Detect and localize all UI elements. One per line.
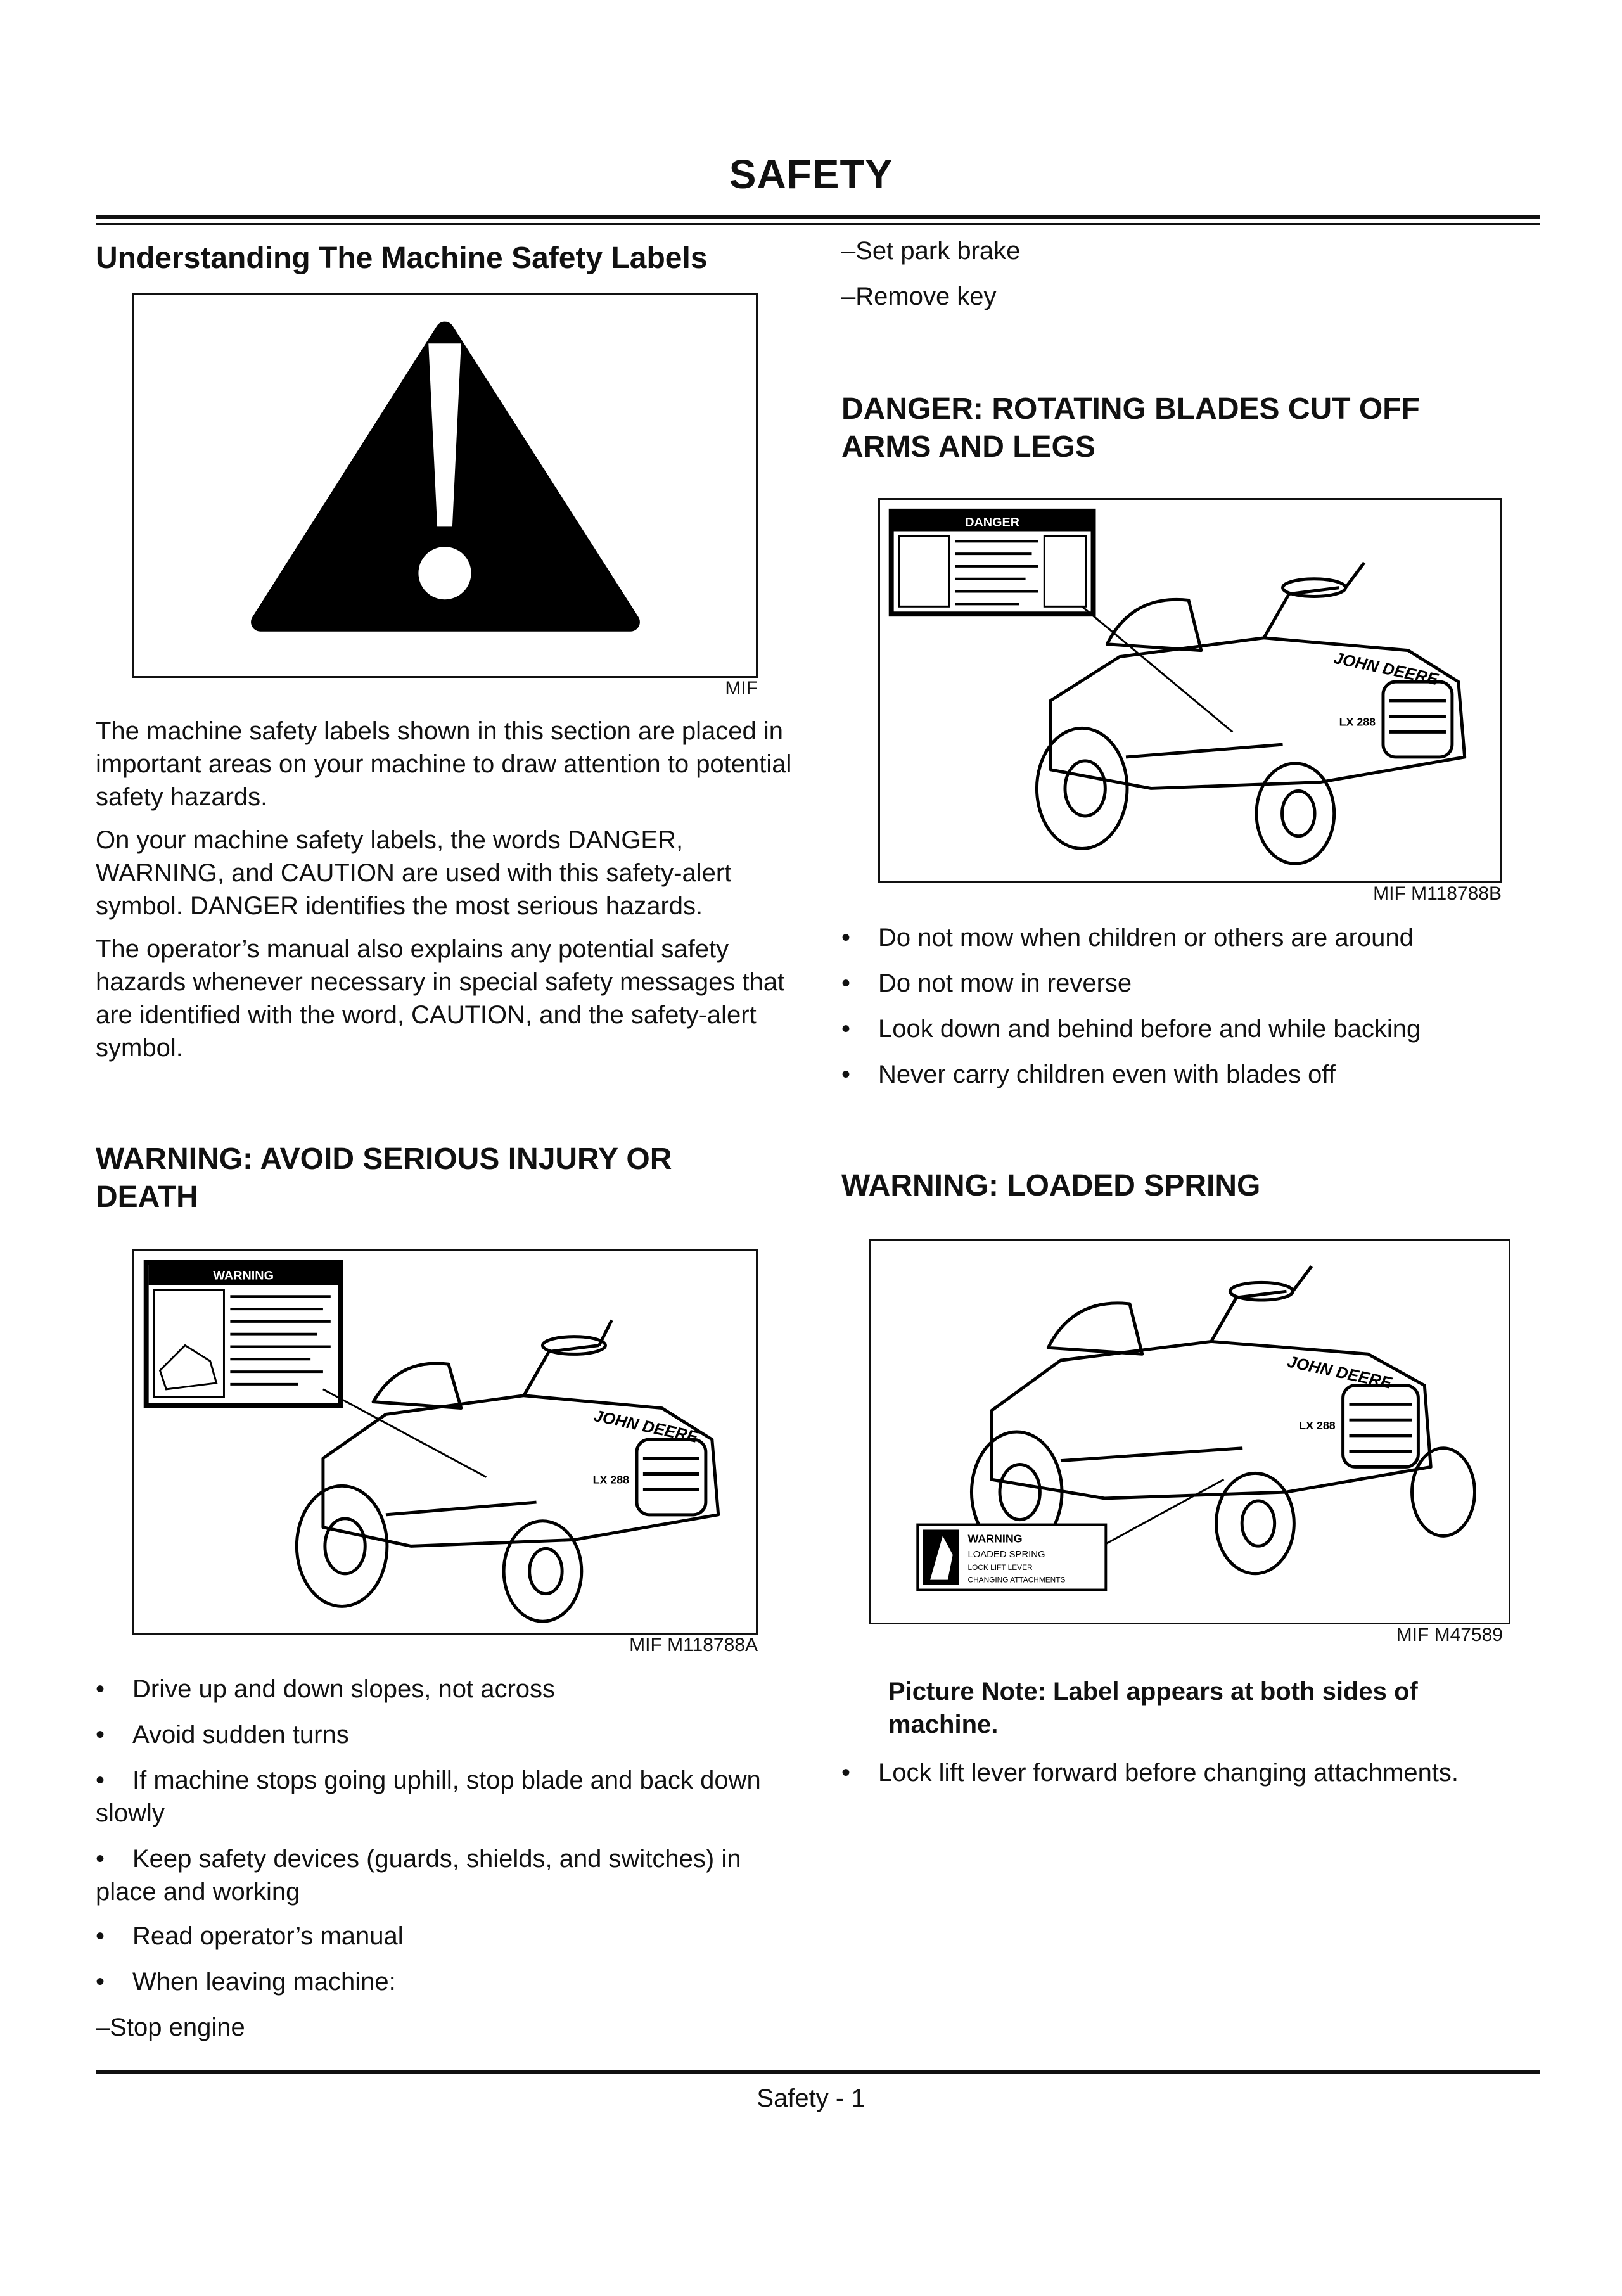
model-decal: LX 288	[592, 1473, 630, 1486]
bottom-rule	[96, 2070, 1540, 2074]
label-header: WARNING	[213, 1268, 274, 1283]
label-line: LOCK LIFT LEVER	[967, 1562, 1033, 1572]
warning-mower-figure	[132, 1249, 758, 1635]
label-header: DANGER	[965, 515, 1020, 530]
figure-caption: MIF M47589	[1396, 1624, 1503, 1645]
bullet-item: • Lock lift lever forward before changing attachments.	[841, 1759, 1459, 1787]
brand-decal: JOHN DEERE	[1332, 649, 1440, 689]
section-heading-rotating-blades: DANGER: ROTATING BLADES CUT OFF ARMS AND LEGS	[841, 392, 1420, 464]
mower-illustration	[871, 1241, 1509, 1623]
sub-item: –Set park brake	[841, 237, 1021, 265]
label-line: LOADED SPRING	[967, 1550, 1045, 1560]
picture-note: Picture Note: Label appears at both sides of machine.	[888, 1678, 1418, 1738]
model-decal: LX 288	[1299, 1419, 1336, 1432]
figure-caption: MIF M118788B	[1373, 883, 1502, 904]
bullet-item: • Do not mow in reverse	[841, 969, 1132, 997]
paragraph: The machine safety labels shown in this section are placed in important areas on your machine to draw attention to potential safety hazards.	[96, 717, 792, 811]
bullet-item: • When leaving machine:	[96, 1968, 396, 1996]
bullet-item: • Avoid sudden turns	[96, 1721, 349, 1749]
label-line: CHANGING ATTACHMENTS	[967, 1575, 1066, 1585]
paragraph: The operator’s manual also explains any potential safety hazards whenever necessary in special safety messages that are identified with the word, CAUTION, and the safety-alert symbol.	[96, 935, 785, 1062]
section-heading-loaded-spring: WARNING: LOADED SPRING	[841, 1169, 1261, 1202]
figure-caption: MIF	[725, 678, 758, 699]
mower-illustration	[134, 1251, 756, 1633]
bullet-item: • Never carry children even with blades off	[841, 1061, 1336, 1088]
page-footer: Safety - 1	[757, 2084, 865, 2112]
mower-illustration	[880, 500, 1500, 881]
safety-alert-icon	[134, 295, 756, 676]
danger-mower-figure	[878, 498, 1502, 883]
section-heading-avoid-injury: WARNING: AVOID SERIOUS INJURY OR DEATH	[96, 1142, 672, 1214]
paragraph: On your machine safety labels, the words DANGER, WARNING, and CAUTION are used with this safety-alert symbol. DANGER identifies the most serious hazards.	[96, 826, 732, 920]
top-rule	[96, 215, 1540, 219]
loaded-spring-mower-figure	[869, 1239, 1510, 1624]
bullet-item: • Do not mow when children or others are around	[841, 924, 1414, 952]
safety-alert-figure	[132, 293, 758, 678]
top-rule-thin	[96, 223, 1540, 225]
bullet-item: • Keep safety devices (guards, shields, and switches) in place and working	[96, 1845, 741, 1906]
section-heading-safety-labels: Understanding The Machine Safety Labels	[96, 241, 708, 275]
bullet-item: • Look down and behind before and while backing	[841, 1015, 1421, 1043]
page-title: SAFETY	[729, 151, 893, 197]
bullet-item: • If machine stops going uphill, stop blade and back down slowly	[96, 1766, 761, 1827]
model-decal: LX 288	[1339, 715, 1376, 729]
bullet-item: • Read operator’s manual	[96, 1922, 404, 1950]
sub-item: –Stop engine	[96, 2013, 245, 2041]
label-header: WARNING	[967, 1532, 1023, 1545]
bullet-item: • Drive up and down slopes, not across	[96, 1675, 556, 1703]
brand-decal: JOHN DEERE	[1286, 1353, 1393, 1393]
brand-decal: JOHN DEERE	[592, 1406, 699, 1446]
sub-item: –Remove key	[841, 283, 997, 310]
figure-caption: MIF M118788A	[629, 1635, 758, 1655]
